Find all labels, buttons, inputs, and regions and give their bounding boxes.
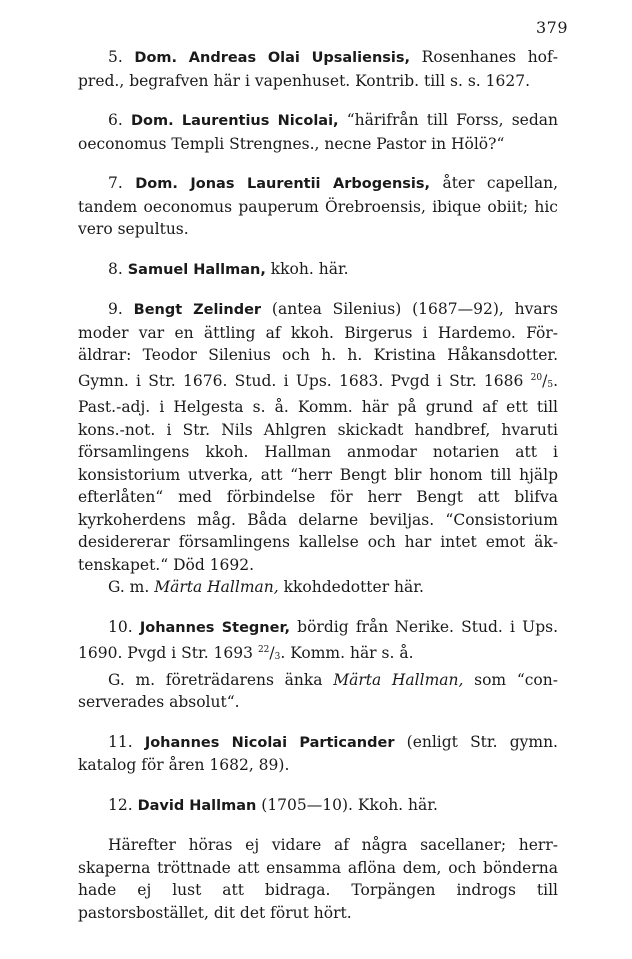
entry-number: 5.: [108, 48, 123, 66]
entry-11: [78, 731, 558, 777]
date-month: 5: [547, 379, 554, 390]
entry-text: . Past.-adj. i Helgesta s. å. Komm. här på grund af ett till kons.-not. i Str. Nils Ahlgren skickadt handbref, hvaruti församlingens kkoh. Hallman anmodar notarien att i konsistorium utverka, att “herr Bengt blir honom till hjälp efterlåten“ med förbindelse för herr Bengt att blifva kyrkoherdens måg. Båda delarne beviljas. “Consistorium desidererar församlingens kallelse och har intet emot äktenskapet.“ Död 1692.: [78, 371, 558, 574]
entry-10: 10. Johannes Stegner, bördig från Nerike. Stud. i Ups. 1690. Pvgd i Str. 1693 $^{22}/_3$. Komm. här s. å.: [78, 617, 558, 662]
entry-number: 8.: [108, 259, 123, 278]
marriage-line: G. m. Märta Hallman, kkohdedotter här.: [108, 578, 424, 596]
date-day: 20: [530, 372, 543, 383]
entry-text: kkoh. här.: [265, 259, 349, 278]
entry-name: Samuel Hallman,: [127, 261, 266, 278]
entry-text: . Komm. här s. å.: [280, 644, 414, 662]
closing-paragraph: Härefter höras ej vidare af några sacellaner; herrskaperna tröttnade att ensamma aflöna dem, och bönderna hade ej lust att bidraga. Torpängen indrogs till pastorsbostället, dit det förut hört.: [78, 836, 558, 922]
entry-name: Bengt Zelinder: [133, 302, 262, 318]
entry-text: (1705—10). Kkoh. här.: [256, 795, 438, 814]
entry-text: “härifrån till Forss, sedan oeconomus Templi Strengnes., necne Pastor in Hölö?“: [78, 111, 558, 153]
entry-6: [78, 109, 558, 155]
entry-name: Johannes Stegner,: [139, 619, 290, 636]
entry-number: 11.: [108, 732, 133, 751]
spouse-name: Märta Hallman,: [154, 578, 279, 596]
page-number: 379: [535, 18, 568, 37]
date-month: 3: [274, 652, 281, 662]
entry-name: Dom. Jonas Laurentii Arbogensis,: [135, 176, 431, 192]
entry-number: 9.: [108, 300, 123, 318]
entry-5: [78, 46, 558, 92]
entry-text: åter capellan, tandem oeconomus pauperum Örebroensis, ibique obiit; hic vero sepultus.: [78, 174, 558, 238]
entry-name: David Hallman: [137, 797, 257, 814]
entry-text: Rosenhanes hofpred., begrafven här i vapenhuset. Kontrib. till s. s. 1627.: [78, 48, 559, 90]
marriage-line: G. m. företrädarens änka Märta Hallman, som “conserverades absolut“.: [78, 670, 558, 711]
spouse-name: Märta Hallman,: [333, 670, 464, 689]
entry-number: 12.: [108, 795, 133, 814]
entry-12: [78, 794, 558, 818]
entry-number: 7.: [108, 174, 123, 192]
entry-name: Johannes Nicolai Particander: [144, 734, 395, 751]
entry-name: Dom. Laurentius Nicolai,: [130, 113, 339, 129]
entry-8: [78, 258, 558, 282]
entry-number: 6.: [108, 111, 123, 129]
entry-text: (antea Silenius) (1687—92), hvars moder var en ättling af kkoh. Birgerus i Hardemo. Föräldrar: Teodor Silenius och h. h. Kristina Håkansdotter. Gymn. i Str. 1676. Stud. i Ups. 1683. Pvgd i Str. 1686: [78, 300, 558, 390]
date-day: 22: [257, 645, 270, 655]
entry-name: Dom. Andreas Olai Upsaliensis,: [134, 50, 411, 66]
page-content: [78, 46, 558, 941]
entry-text: bördig från Nerike. Stud. i Ups. 1690. Pvgd i Str. 1693: [78, 617, 558, 662]
entry-text: (enligt Str. gymn. katalog för åren 1682, 89).: [78, 732, 558, 774]
entry-7: [78, 172, 558, 241]
entry-number: 10.: [108, 617, 133, 636]
entry-9: 9. Bengt Zelinder (antea Silenius) (1687—92), hvars moder var en ättling af kkoh. Birgerus i Hardemo. Föräldrar: Teodor Silenius och h. h. Kristina Håkansdotter. Gymn. i Str. 1676. Stud. i Ups. 1683. Pvgd i Str. 1686 $^{20}/_5$. Past.-adj. i Helgesta s. å. Komm. här på grund af ett till kons.-not. i Str. Nils Ahlgren skickadt handbref, hvaruti församlingens kkoh. Hallman anmodar notarien att i konsistorium utverka, att “herr Bengt blir honom till hjälp efterlåten“ med förbindelse för herr Bengt att blifva kyrkoherdens måg. Båda delarne beviljas. “Consistorium desidererar församlingens kallelse och har intet emot äktenskapet.“ Död 1692.: [78, 300, 558, 574]
